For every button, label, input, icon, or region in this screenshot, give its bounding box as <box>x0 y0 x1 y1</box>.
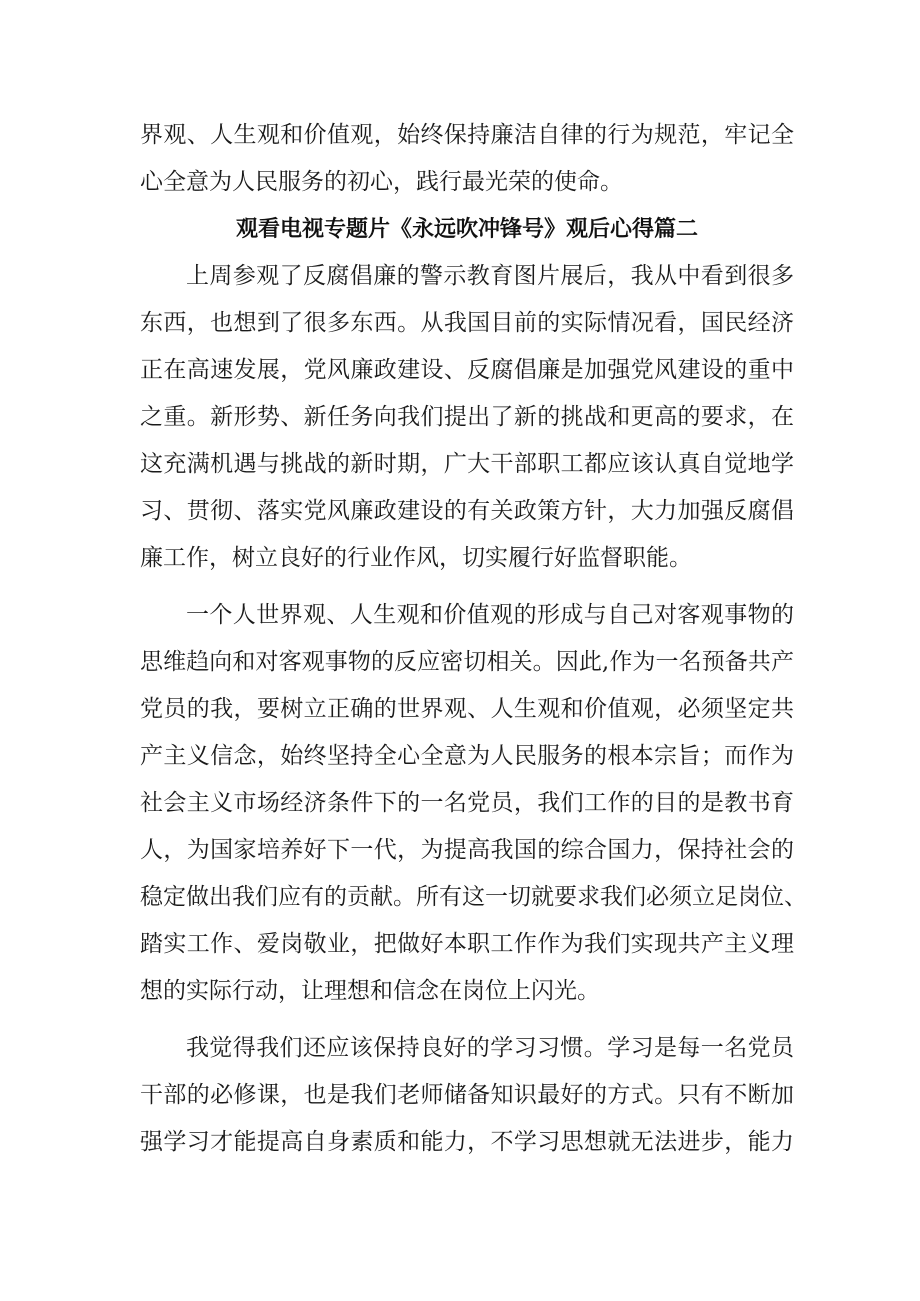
text-line: 我觉得我们还应该保持良好的学习习惯。学习是每一名党员 <box>186 1035 794 1061</box>
paragraph-3 <box>140 1025 794 1166</box>
paragraph-1 <box>140 253 794 582</box>
text-line: 习、贯彻、落实党风廉政建设的有关政策方针，大力加强反腐倡 <box>140 498 794 524</box>
text-line: 人，为国家培养好下一代，为提高我国的综合国力，保持社会的 <box>140 837 794 863</box>
section-title: 观看电视专题片《永远吹冲锋号》观后心得篇二 <box>235 217 698 242</box>
text-line: 党员的我，要树立正确的世界观、人生观和价值观，必须坚定共 <box>140 696 794 722</box>
text-line: 强学习才能提高自身素质和能力，不学习思想就无法进步，能力 <box>140 1129 794 1155</box>
paragraph-gap <box>140 1015 794 1025</box>
text-line: 产主义信念，始终坚持全心全意为人民服务的根本宗旨；而作为 <box>140 743 794 769</box>
document-body <box>140 112 807 1166</box>
text-line: 社会主义市场经济条件下的一名党员，我们工作的目的是教书育 <box>140 790 794 816</box>
paragraph-2 <box>140 592 807 1015</box>
text-line: 上周参观了反腐倡廉的警示教育图片展后，我从中看到很多 <box>186 263 794 289</box>
text-line: 踏实工作、爱岗敬业，把做好本职工作作为我们实现共产主义理 <box>140 931 794 957</box>
text-line: 这充满机遇与挑战的新时期，广大干部职工都应该认真自觉地学 <box>140 451 794 477</box>
text-line: 东西，也想到了很多东西。从我国目前的实际情况看，国民经济 <box>140 310 794 336</box>
intro-paragraph <box>140 112 794 206</box>
text-line: 思维趋向和对客观事物的反应密切相关。因此,作为一名预备共产 <box>140 649 794 675</box>
text-line: 稳定做出我们应有的贡献。所有这一切就要求我们必须立足岗位、 <box>140 884 807 910</box>
text-line: 想的实际行动，让理想和信念在岗位上闪光。 <box>140 978 600 1004</box>
text-line: 廉工作，树立良好的行业作风，切实履行好监督职能。 <box>140 545 692 571</box>
paragraph-gap <box>140 582 794 592</box>
text-line: 界观、人生观和价值观，始终保持廉洁自律的行为规范，牢记全 <box>140 122 794 148</box>
text-line: 正在高速发展，党风廉政建设、反腐倡廉是加强党风建设的重中 <box>140 357 794 383</box>
text-line: 一个人世界观、人生观和价值观的形成与自己对客观事物的 <box>186 602 794 628</box>
text-line: 干部的必修课，也是我们老师储备知识最好的方式。只有不断加 <box>140 1082 794 1108</box>
text-line: 心全意为人民服务的初心，践行最光荣的使命。 <box>140 169 623 195</box>
text-line: 之重。新形势、新任务向我们提出了新的挑战和更高的要求，在 <box>140 404 794 430</box>
